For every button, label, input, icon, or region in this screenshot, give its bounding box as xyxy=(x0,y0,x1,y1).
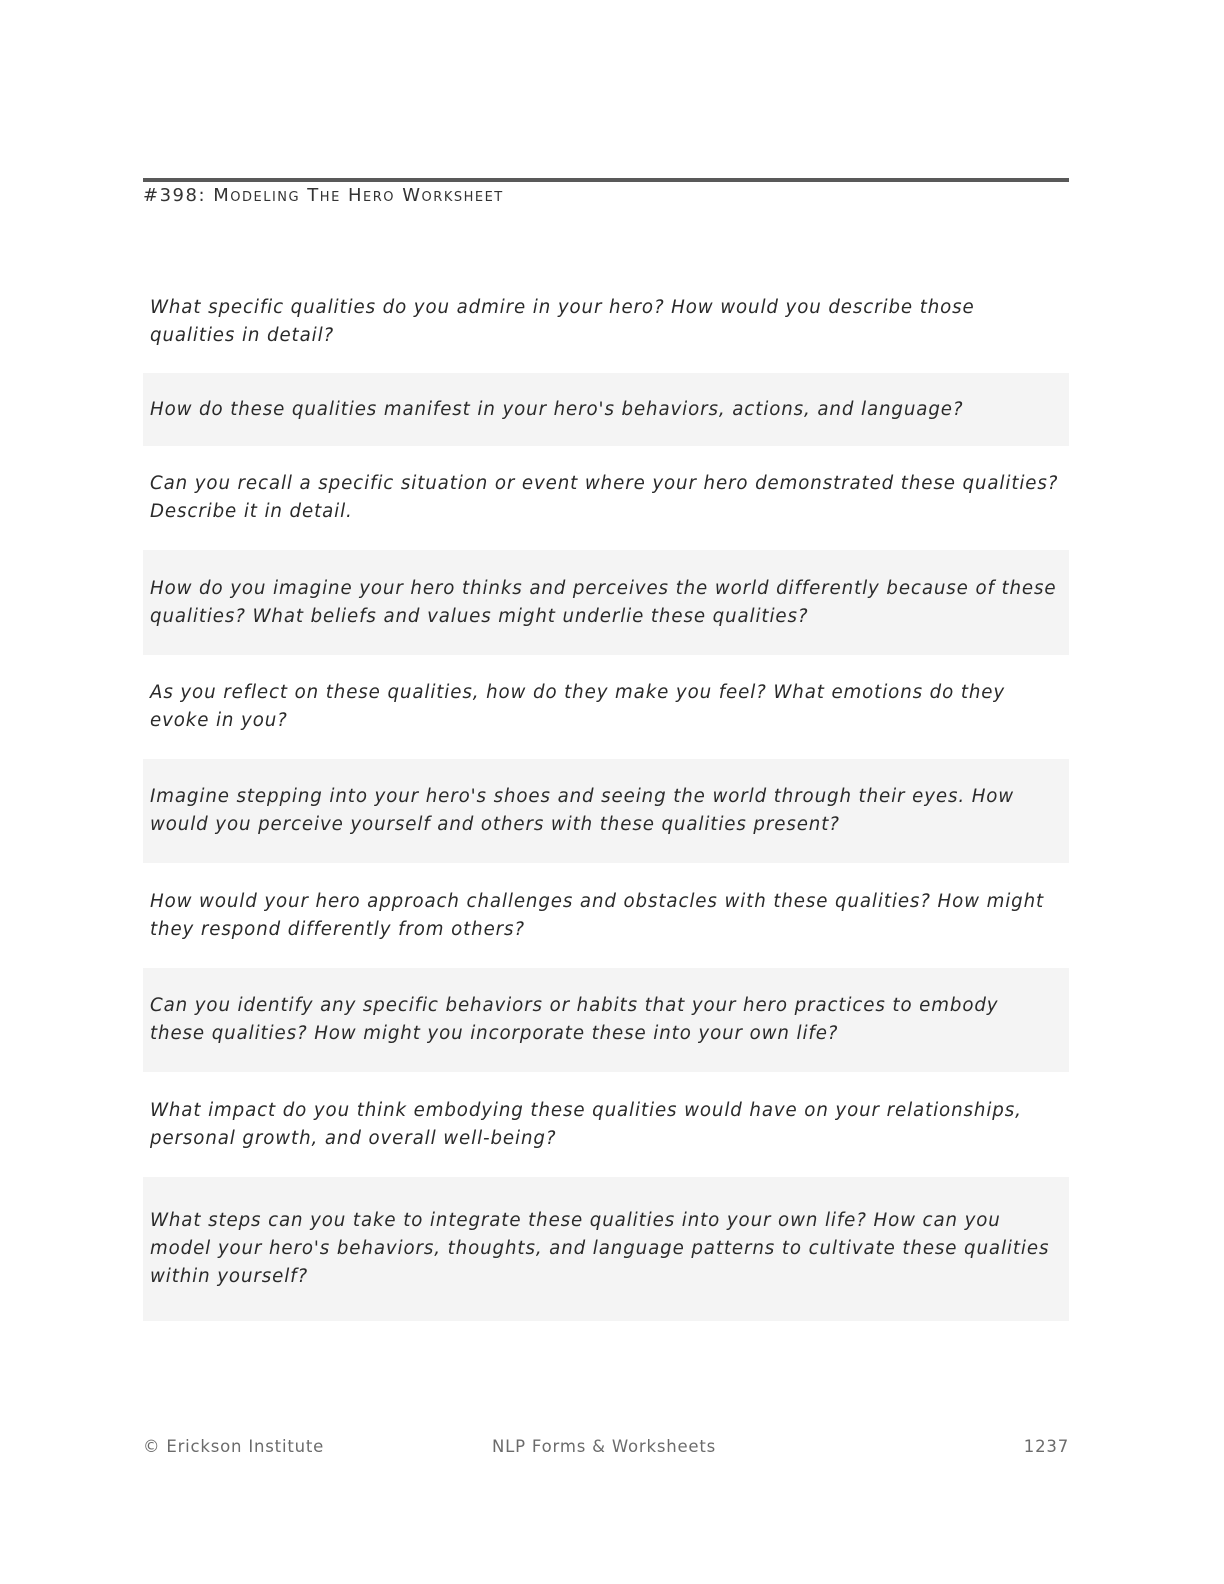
question-text: How do you imagine your hero thinks and perceives the world differently because of these qualities? What beliefs and values might underlie these qualities? xyxy=(150,577,1057,627)
question-row-9 xyxy=(143,1072,1069,1177)
question-text: How do these qualities manifest in your hero's behaviors, actions, and language? xyxy=(150,398,964,420)
question-text: As you reflect on these qualities, how do they make you feel? What emotions do they evoke in you? xyxy=(150,682,1006,731)
question-row-2 xyxy=(143,373,1069,446)
question-text: Can you identify any specific behaviors or habits that your hero practices to embody these qualities? How might you incorporate these into your own life? xyxy=(150,995,999,1044)
question-text: What specific qualities do you admire in your hero? How would you describe those qualities in detail? xyxy=(150,297,975,346)
page-number: 1237 xyxy=(1023,1437,1069,1456)
question-text: What impact do you think embodying these qualities would have on your relationships, personal growth, and overall well-being? xyxy=(150,1099,1022,1149)
question-row-3 xyxy=(143,446,1069,550)
page-footer xyxy=(143,1437,1069,1461)
question-text: Imagine stepping into your hero's shoes and seeing the world through their eyes. How would you perceive yourself and others with these qualities present? xyxy=(150,786,1015,835)
question-row-6 xyxy=(143,759,1069,863)
question-row-7 xyxy=(143,863,1069,968)
question-row-4 xyxy=(143,550,1069,655)
question-text: What steps can you take to integrate these qualities into your own life? How can you model your hero's behaviors, thoughts, and language patterns to cultivate these qualities within yourself? xyxy=(150,1210,1050,1287)
question-row-5 xyxy=(143,655,1069,759)
question-row-1 xyxy=(143,270,1069,374)
question-row-8 xyxy=(143,968,1069,1072)
collection-title: NLP Forms & Worksheets xyxy=(492,1437,717,1456)
question-text: Can you recall a specific situation or event where your hero demonstrated these qualities? Describe it in detail. xyxy=(150,473,1059,522)
question-row-10 xyxy=(143,1177,1069,1321)
header-rule xyxy=(143,178,1069,182)
page-title: #398: Modeling The Hero Worksheet xyxy=(143,185,504,206)
worksheet-page xyxy=(143,0,1069,1584)
copyright-text: © Erickson Institute xyxy=(143,1437,325,1456)
question-text: How would your hero approach challenges and obstacles with these qualities? How might they respond differently from others? xyxy=(150,890,1045,940)
